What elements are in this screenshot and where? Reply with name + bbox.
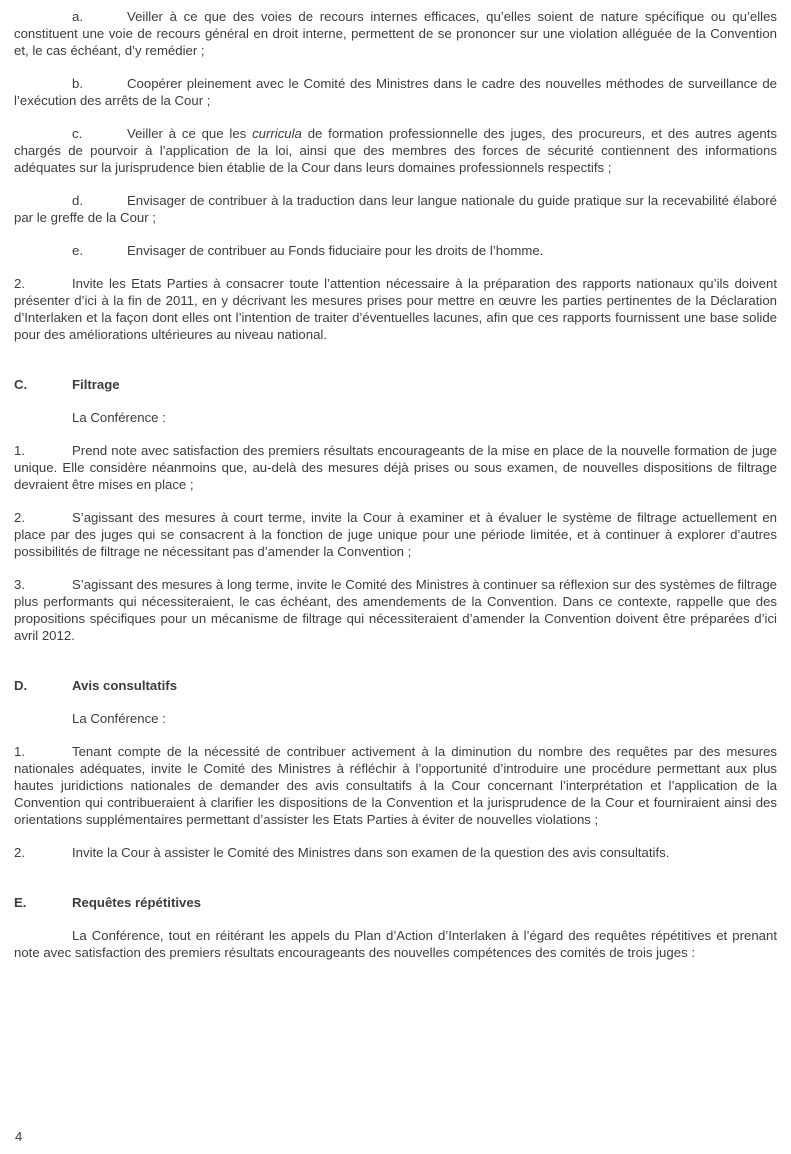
list-item-c [14,125,777,176]
paragraph-d-1 [14,743,777,828]
item-c-label: c. [72,126,83,141]
list-item-e [14,242,777,259]
section-heading-c [14,376,777,393]
paragraph-c-2-text: S’agissant des mesures à court terme, invite la Cour à examiner et à évaluer le système de filtrage actuellement en place par des juges qui se consacrent à la fonction de juge unique pour une période limitée, et à continuer à explorer d’autres possibilités de filtrage ne nécessitant pas d’amender la Convention ; [14,510,777,559]
list-item-b [14,75,777,109]
item-c-text-end: de formation professionnelle des juges, des procureurs, et des autres agents chargés de pourvoir à l’application de la loi, ainsi que des membres des forces de sécurité contiennent des informations adéquates sur la jurisprudence bien établie de la Cour dans leurs domaines professionnels respectifs ; [14,126,777,175]
list-item-a [14,8,777,59]
item-a-text: Veiller à ce que des voies de recours internes efficaces, qu’elles soient de nature spécifique ou qu’elles constituent une voie de recours général en droit interne, permettent de se prononcer sur une violation alléguée de la Convention et, le cas échéant, d’y remédier ; [14,9,777,58]
item-d-text: Envisager de contribuer à la traduction dans leur langue nationale du guide pratique sur la recevabilité élaboré par le greffe de la Cour ; [14,193,777,225]
section-heading-e [14,894,777,911]
item-c-emphasis: curricula [252,126,302,141]
section-c-label: C. [14,377,28,392]
item-e-text: Envisager de contribuer au Fonds fiduciaire pour les droits de l’homme. [127,243,544,258]
paragraph-c-2 [14,509,777,560]
paragraph-c-1-label: 1. [14,443,25,458]
item-d-label: d. [72,193,83,208]
section-e-title: Requêtes répétitives [72,895,201,910]
numbered-paragraph-2 [14,275,777,343]
paragraph-d-1-label: 1. [14,744,25,759]
section-d-label: D. [14,678,28,693]
section-d-title: Avis consultatifs [72,678,178,693]
section-c-title: Filtrage [72,377,120,392]
section-d-intro: La Conférence : [72,711,166,726]
paragraph-d-2-label: 2. [14,845,25,860]
paragraph-c-1 [14,442,777,493]
paragraph-2-text: Invite les Etats Parties à consacrer toute l’attention nécessaire à la préparation des rapports nationaux qu’ils doivent présenter d’ici à la fin de 2011, en y décrivant les mesures prises pour mettre en œuvre les parties pertinentes de la Déclaration d’Interlaken et la façon dont elles ont l’intention de traiter d’éventuelles lacunes, afin que ces rapports fournissent une base solide pour des améliorations ultérieures au niveau national. [14,276,777,342]
page-number: 4 [15,1129,23,1144]
paragraph-c-3-label: 3. [14,577,25,592]
paragraph-d-2 [14,844,777,861]
item-b-text: Coopérer pleinement avec le Comité des Ministres dans le cadre des nouvelles méthodes de surveillance de l’exécution des arrêts de la Cour ; [14,76,777,108]
list-item-d [14,192,777,226]
paragraph-c-3 [14,576,777,644]
section-e-label: E. [14,895,27,910]
item-c-text-start: Veiller à ce que les [127,126,253,141]
paragraph-c-3-text: S’agissant des mesures à long terme, invite le Comité des Ministres à continuer sa réflexion sur des systèmes de filtrage plus performants qui nécessiteraient, le cas échéant, des amendements de la Convention. Dans ce contexte, rappelle que des propositions spécifiques pour un mécanisme de filtrage qui nécessiteraient d’amender la Convention doivent être préparées d’ici avril 2012. [14,577,777,643]
paragraph-c-2-label: 2. [14,510,25,525]
paragraph-c-1-text: Prend note avec satisfaction des premiers résultats encourageants de la mise en place de la nouvelle formation de juge unique. Elle considère néanmoins que, au-delà des mesures déjà prises ou sous examen, de nouvelles dispositions de filtrage devraient être mises en place ; [14,443,777,492]
paragraph-2-label: 2. [14,276,25,291]
paragraph-d-1-text: Tenant compte de la nécessité de contribuer activement à la diminution du nombre des requêtes par des mesures nationales adéquates, invite le Comité des Ministres à réfléchir à l’opportunité d’introduire une procédure permettant aux plus hautes juridictions nationales de demander des avis consultatifs à la Cour concernant l’interprétation et l’application de la Convention qui contribueraient à clarifier les dispositions de la Convention et la jurisprudence de la Cour et fourniraient ainsi des orientations supplémentaires permettant d’assister les Etats Parties à éviter de nouvelles violations ; [14,744,777,827]
item-a-label: a. [72,9,83,24]
item-e-label: e. [72,243,83,258]
section-e-closing-paragraph: La Conférence, tout en réitérant les appels du Plan d’Action d’Interlaken à l’égard des requêtes répétitives et prenant note avec satisfaction des premiers résultats encourageants des nouvelles compétences des comités de trois juges : [14,928,777,960]
paragraph-d-2-text: Invite la Cour à assister le Comité des Ministres dans son examen de la question des avis consultatifs. [72,845,670,860]
item-b-label: b. [72,76,83,91]
section-c-intro: La Conférence : [72,410,166,425]
section-heading-d [14,677,777,694]
